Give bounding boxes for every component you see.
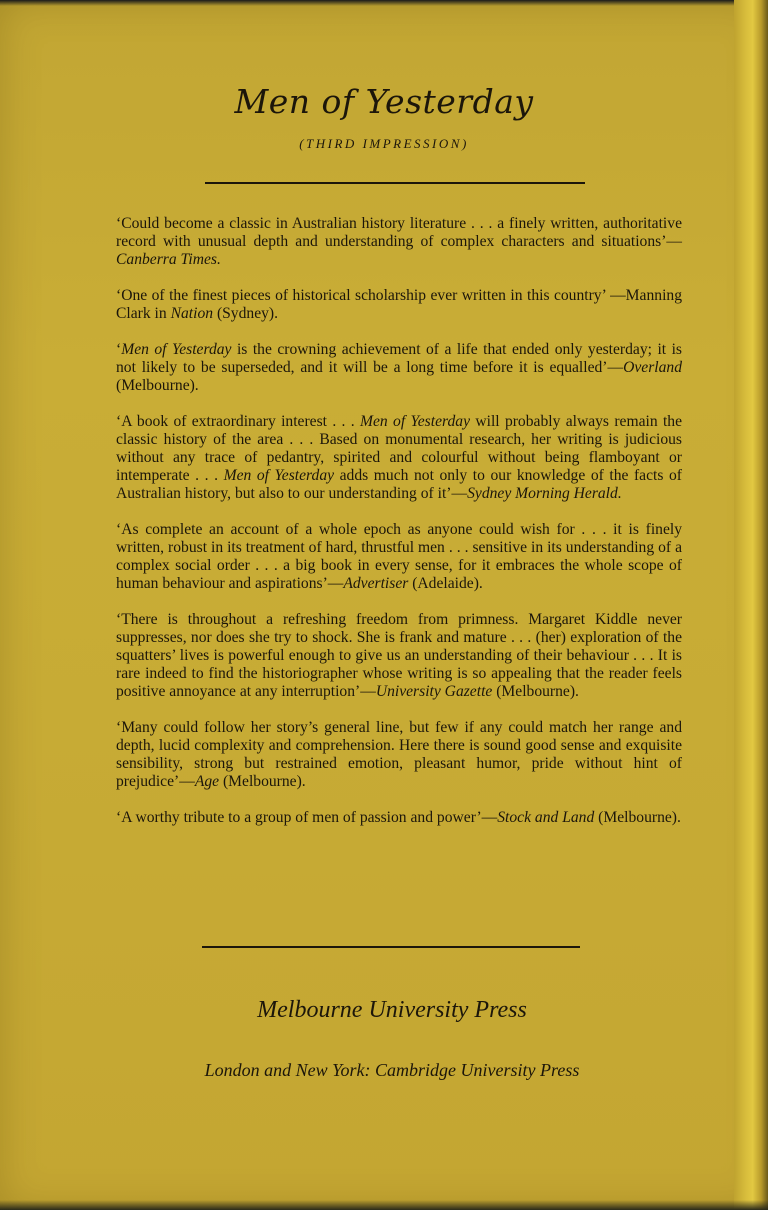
publisher-name: Melbourne University Press xyxy=(257,997,527,1023)
review-quotes xyxy=(116,215,682,845)
review-text: ‘Could become a classic in Australian history literature . . . a finely written, authoritative record with unusual depth and understanding of complex characters and situations’— xyxy=(116,215,682,250)
review-quote xyxy=(116,413,682,503)
review-source-italic: University Gazette xyxy=(375,683,493,700)
review-text: (Adelaide). xyxy=(408,575,483,592)
review-text: ‘Many could follow her story’s general line, but few if any could match her range and depth, lucid complexity and comprehension. Here there is sound good sense and exquisite sensibility, strong but restrained emotion, pleasant humor, pride without hint of prejudice’— xyxy=(116,719,682,790)
review-source-italic: Sydney Morning Herald. xyxy=(467,485,622,502)
review-source-italic: Men of Yesterday xyxy=(223,467,335,484)
top-edge-shadow xyxy=(0,0,768,6)
review-quote xyxy=(116,719,682,791)
review-source-italic: Age xyxy=(194,773,220,790)
bottom-edge-shadow xyxy=(0,1200,768,1210)
review-text: is the crowning achievement of a life that ended only yesterday; it is not likely to be superseded, and it will be a long time before it is equalled’— xyxy=(116,341,682,376)
review-quote xyxy=(116,287,682,323)
review-text: ‘ xyxy=(116,341,122,358)
review-quote xyxy=(116,215,682,269)
review-quote xyxy=(116,611,682,701)
review-source-italic: Stock and Land xyxy=(497,809,595,826)
top-divider-rule xyxy=(205,182,585,184)
book-subtitle: (THIRD IMPRESSION) xyxy=(299,136,469,151)
review-quote xyxy=(116,809,682,827)
review-text: ‘A worthy tribute to a group of men of passion and power’— xyxy=(116,809,498,826)
review-source-italic: Advertiser xyxy=(343,575,409,592)
review-quote xyxy=(116,341,682,395)
review-text: (Melbourne). xyxy=(116,377,199,394)
spine-edge xyxy=(734,0,768,1210)
review-source-italic: Overland xyxy=(623,359,682,376)
review-text: (Sydney). xyxy=(213,305,279,322)
review-text: (Melbourne). xyxy=(594,809,681,826)
review-text: (Melbourne). xyxy=(492,683,579,700)
review-text: ‘A book of extraordinary interest . . . xyxy=(116,413,361,430)
review-quote xyxy=(116,521,682,593)
publisher-locations: London and New York: Cambridge University Press xyxy=(204,1060,580,1080)
review-source-italic: Men of Yesterday xyxy=(360,413,471,430)
review-text: ‘One of the finest pieces of historical scholarship ever written in this country’ —Manning Clark in xyxy=(116,287,682,322)
review-text: will probably always remain the classic history of the area . . . Based on monumental research, her writing is judicious without any trace of pedantry, spirited and colourful without being flamboyant or intemperate . . . xyxy=(116,413,683,484)
review-source-italic: Men of Yesterday xyxy=(121,341,232,358)
review-source-italic: Nation xyxy=(170,305,214,322)
review-source-italic: Canberra Times. xyxy=(116,251,221,268)
bottom-divider-rule xyxy=(202,946,580,948)
book-title: Men of Yesterday xyxy=(234,82,534,121)
review-text: (Melbourne). xyxy=(219,773,306,790)
review-text: ‘There is throughout a refreshing freedom from primness. Margaret Kiddle never suppresses, nor does she try to shock. She is frank and mature . . . (her) exploration of the squatters’ lives is powerful enough to give us an understanding of their behaviour . . . It is rare indeed to find the historiographer whose writing is so appealing that the reader feels positive annoyance at any interruption’— xyxy=(116,611,682,700)
review-text: adds much not only to our knowledge of the facts of Australian history, but also to our understanding of it’— xyxy=(116,467,682,502)
review-text: ‘As complete an account of a whole epoch as anyone could wish for . . . it is finely written, robust in its treatment of hard, thrustful men . . . sensitive in its understanding of a complex social order . . . a big book in every sense, for it embraces the whole scope of human behaviour and aspirations’— xyxy=(116,521,682,592)
